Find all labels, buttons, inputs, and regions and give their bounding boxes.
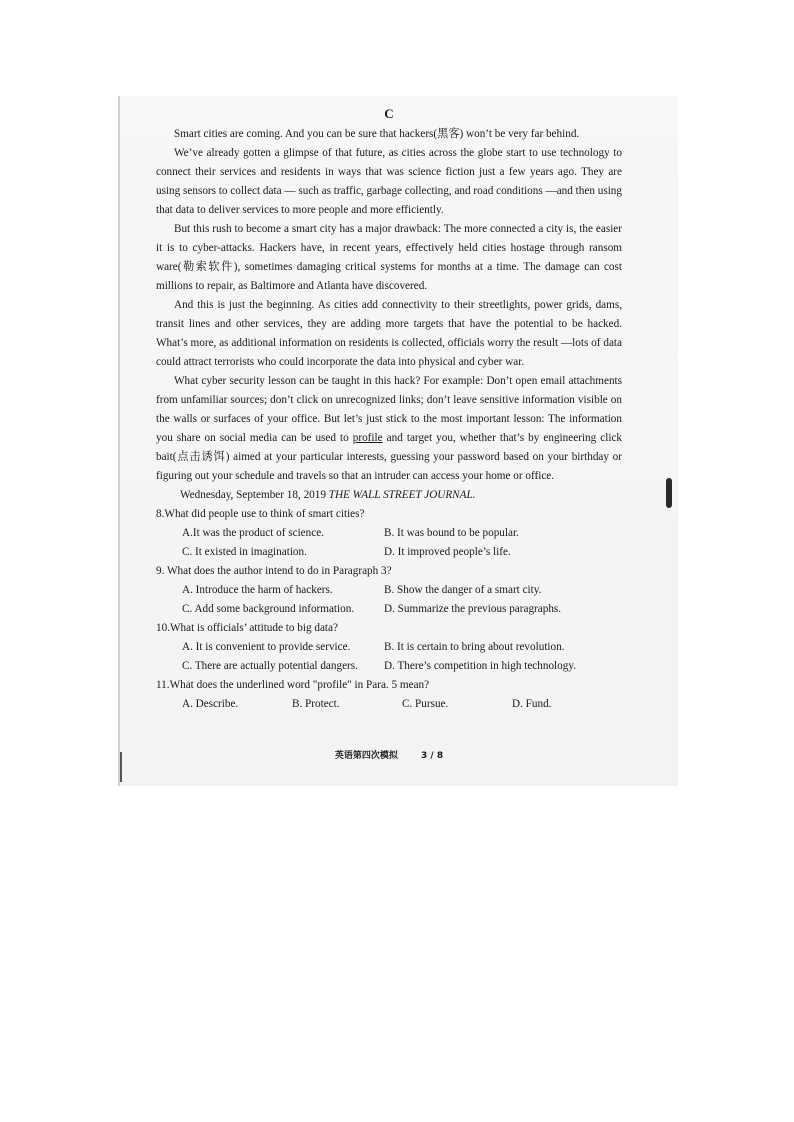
option-b: B. Show the danger of a smart city.	[384, 584, 542, 596]
option-d: D. Fund.	[512, 698, 552, 710]
binding-mark	[666, 478, 672, 508]
exam-name: 英语第四次模拟	[334, 751, 398, 761]
source-date: Wednesday, September 18, 2019	[180, 489, 329, 501]
option-d: D. It improved people’s life.	[384, 546, 511, 558]
source-journal: THE WALL STREET JOURNAL.	[328, 489, 476, 501]
option-c: C. It existed in imagination.	[182, 546, 307, 558]
option-b: B. It is certain to bring about revolution.	[384, 641, 565, 653]
question-stem: 11.What does the underlined word "profile" in Para. 5 mean?	[156, 679, 430, 691]
option-c: C. Pursue.	[402, 698, 449, 710]
scan-edge	[118, 96, 120, 786]
option-a: A. Describe.	[182, 698, 239, 710]
option-row	[182, 581, 622, 600]
scan-artifact	[120, 752, 122, 782]
option-c: C. Add some background information.	[182, 603, 355, 615]
option-d: D. Summarize the previous paragraphs.	[384, 603, 562, 615]
option-a: A.It was the product of science.	[182, 527, 324, 539]
question-8	[156, 505, 622, 562]
question-stem: 8.What did people use to think of smart cities?	[156, 508, 365, 520]
option-row	[182, 543, 622, 562]
option-row	[182, 638, 622, 657]
question-stem: 10.What is officials’ attitude to big data?	[156, 622, 338, 634]
option-row	[182, 657, 622, 676]
section-letter: C	[384, 106, 394, 121]
question-11	[156, 676, 622, 714]
question-stem: 9. What does the author intend to do in Paragraph 3?	[156, 565, 392, 577]
paragraph-2: We’ve already gotten a glimpse of that future, as cities across the globe start to use technology to connect their services and residents in ways that was science fiction just a few years ago. They are using sensors to collect data — such as traffic, garbage collecting, and road conditions —and then using that data to deliver services to more people and more efficiently.	[156, 147, 622, 216]
option-b: B. It was bound to be popular.	[384, 527, 519, 539]
underlined-word-profile: profile	[352, 432, 383, 444]
paragraph-1: Smart cities are coming. And you can be sure that hackers(黑客) won’t be very far behind.	[174, 128, 580, 140]
option-row	[182, 695, 622, 714]
option-a: A. It is convenient to provide service.	[182, 641, 351, 653]
option-b: B. Protect.	[292, 698, 340, 710]
paragraph-4: And this is just the beginning. As cities add connectivity to their streetlights, power grids, dams, transit lines and other services, they are adding more targets that have the potential to be hacked. What’s more, as additional information on residents is collected, officials worry the result —lots of data could attract terrorists who could incorporate the data into physical and cyber war.	[156, 299, 622, 368]
paragraph-5	[156, 372, 622, 486]
option-row	[182, 600, 622, 619]
question-9	[156, 562, 622, 619]
paragraph-5-part-2: and target you, whether that’s by engineering click bait(点击诱饵) aimed at your particular interests, guessing your password based on your birthday or figuring out your schedule and travels so that an intruder can access your home or office.	[156, 432, 622, 482]
question-10	[156, 619, 622, 676]
page-footer	[156, 748, 622, 761]
paragraph-3: But this rush to become a smart city has a major drawback: The more connected a city is, the easier it is to cyber-attacks. Hackers have, in recent years, effectively held cities hostage through ransom ware(勒索软件), sometimes damaging critical systems for months at a time. The damage can cost millions to repair, as Baltimore and Atlanta have discovered.	[156, 223, 622, 292]
paragraph-5-part-1: What cyber security lesson can be taught in this hack? For example: Don’t open email attachments from unfamiliar sources; don’t click on unrecognized links; don’t leave sensitive information visible on the walls or surfaces of your office. But let’s just stick to the most important lesson: The information you share on social media can be used to	[156, 375, 622, 444]
option-row	[182, 524, 622, 543]
page-number: 3 / 8	[421, 751, 444, 761]
reading-passage-c	[156, 104, 622, 714]
source-citation	[180, 486, 622, 505]
option-a: A. Introduce the harm of hackers.	[182, 584, 333, 596]
option-d: D. There’s competition in high technology.	[384, 660, 577, 672]
option-c: C. There are actually potential dangers.	[182, 660, 358, 672]
